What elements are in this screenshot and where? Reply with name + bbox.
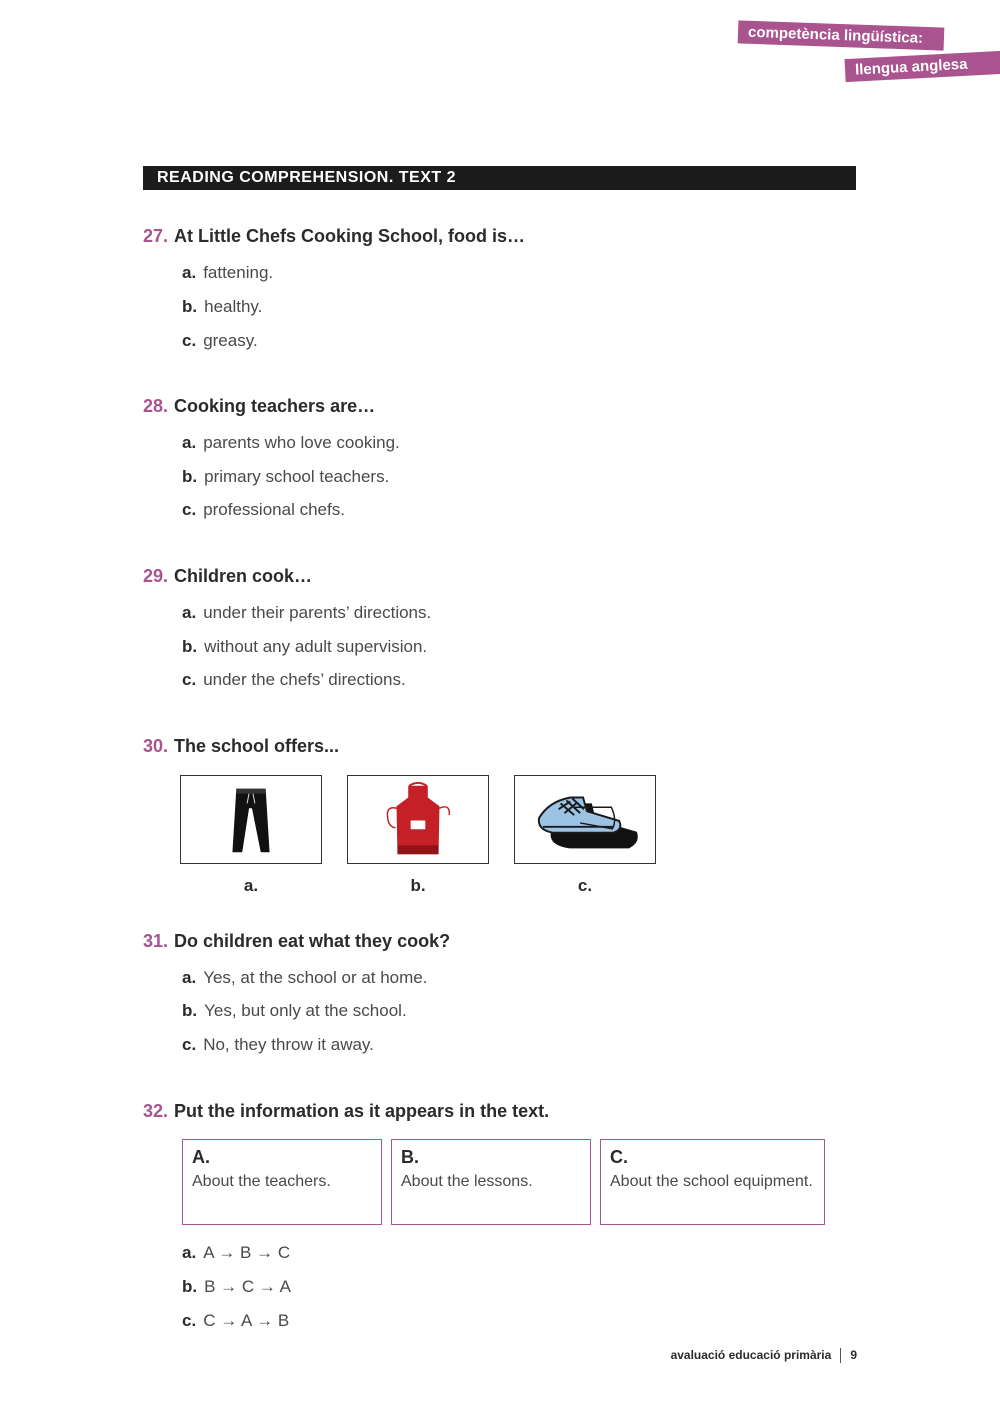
option-32-b[interactable]: b. B → C → A (182, 1277, 292, 1296)
page-footer (671, 1348, 857, 1363)
header-tag-llengua: llengua anglesa (845, 51, 1000, 82)
header-tag-competencia: competència lingüística: (738, 20, 945, 50)
option-28-c[interactable]: c. professional chefs. (182, 500, 345, 519)
trousers-icon (181, 776, 321, 863)
apron-icon (348, 776, 488, 863)
option-31-c[interactable]: c. No, they throw it away. (182, 1035, 374, 1054)
option-28-b[interactable]: b. primary school teachers. (182, 467, 390, 486)
section-title: READING COMPREHENSION. TEXT 2 (143, 166, 856, 190)
picture-label-30-c: c. (577, 876, 593, 895)
option-29-a[interactable]: a. under their parents’ directions. (182, 603, 432, 622)
question-29: 29. Children cook… (143, 566, 313, 586)
option-32-c[interactable]: c. C → A → B (182, 1311, 290, 1330)
option-32-a[interactable]: a. A → B → C (182, 1243, 291, 1262)
option-29-c[interactable]: c. under the chefs’ directions. (182, 670, 406, 689)
option-31-a[interactable]: a. Yes, at the school or at home. (182, 968, 428, 987)
option-29-b[interactable]: b. without any adult supervision. (182, 637, 428, 656)
info-box-b: B. About the lessons. (391, 1139, 591, 1225)
option-27-b[interactable]: b. healthy. (182, 297, 263, 316)
page-number: 9 (850, 1348, 857, 1362)
question-30: 30. The school offers... (143, 736, 340, 756)
question-27: 27. At Little Chefs Cooking School, food is… (143, 226, 526, 246)
question-32: 32. Put the information as it appears in the text. (143, 1101, 550, 1121)
option-27-c[interactable]: c. greasy. (182, 331, 258, 350)
picture-option-30-a[interactable] (180, 775, 322, 864)
info-box-a: A. About the teachers. (182, 1139, 382, 1225)
info-box-c: C. About the school equipment. (600, 1139, 825, 1225)
picture-label-30-b: b. (410, 876, 426, 895)
question-31: 31. Do children eat what they cook? (143, 931, 451, 951)
option-31-b[interactable]: b. Yes, but only at the school. (182, 1001, 407, 1020)
question-28: 28. Cooking teachers are… (143, 396, 376, 416)
option-28-a[interactable]: a. parents who love cooking. (182, 433, 400, 452)
picture-label-30-a: a. (243, 876, 259, 895)
option-27-a[interactable]: a. fattening. (182, 263, 274, 282)
picture-option-30-b[interactable] (347, 775, 489, 864)
picture-option-30-c[interactable] (514, 775, 656, 864)
footer-text: avaluació educació primària (670, 1348, 832, 1362)
footer-divider (840, 1348, 841, 1363)
sneakers-icon (515, 776, 655, 863)
